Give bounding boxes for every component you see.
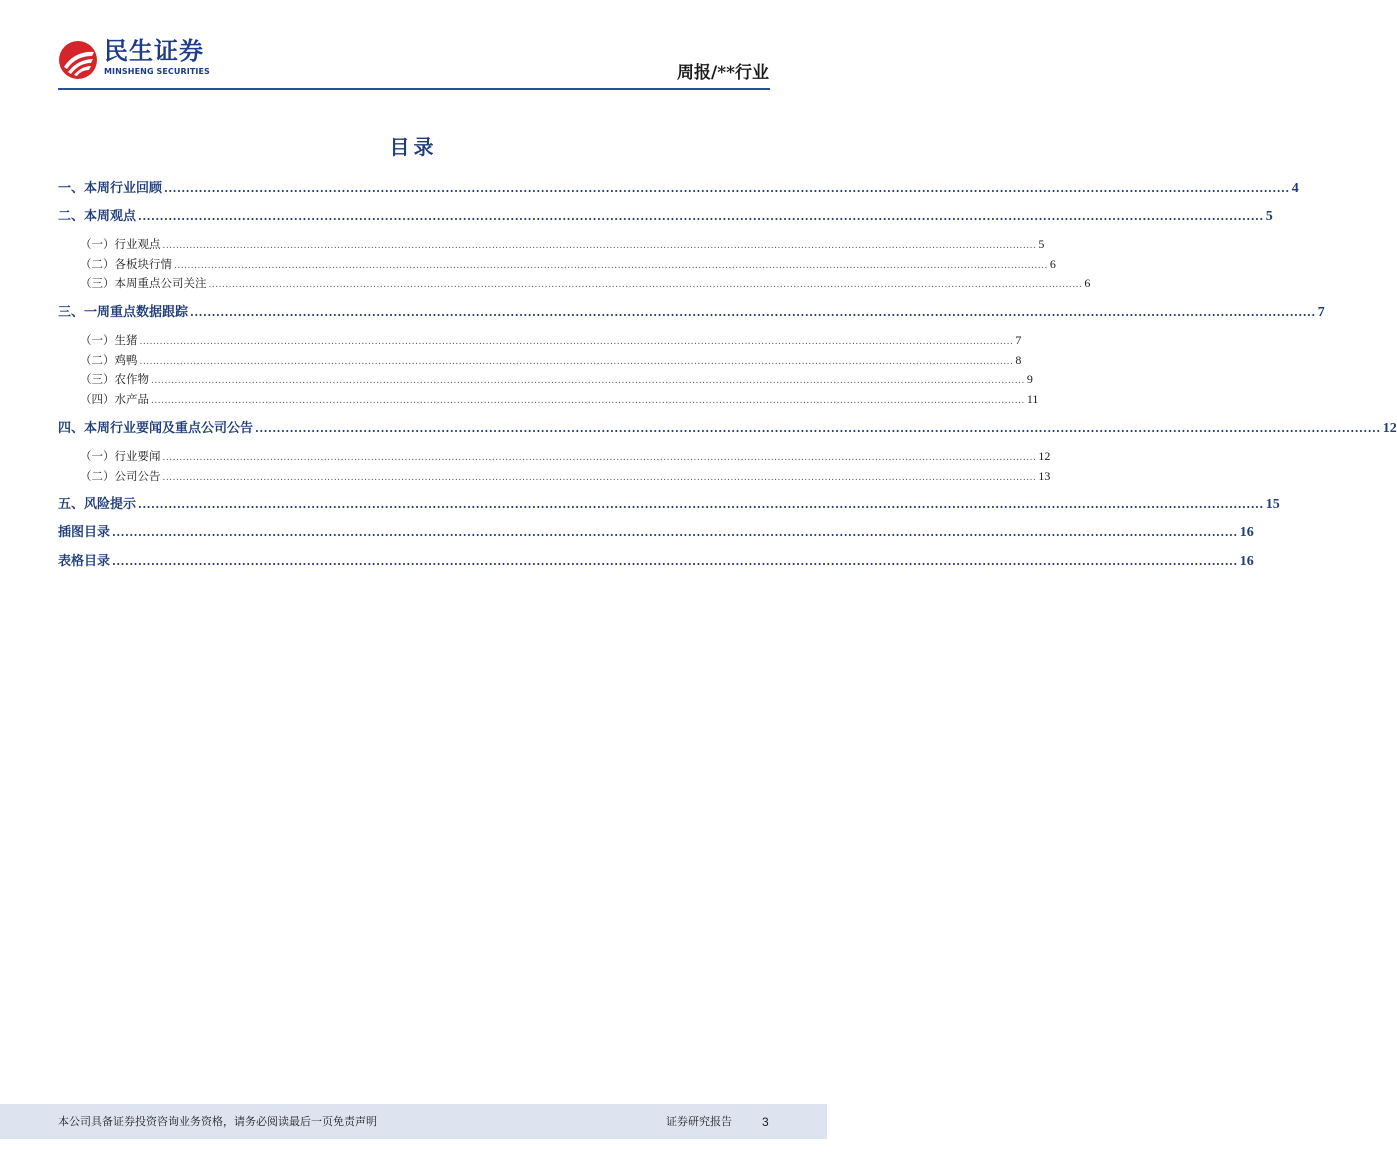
toc-leader-dots: .................................................................................................................................................................................................................................................................... [139,357,1014,367]
toc-entry-label: 二、本周观点 [58,209,137,224]
toc-leader-dots: .................................................................................................................................................................................................................................................................... [139,337,1014,347]
toc-entry-label: （一）生猪 [80,333,138,347]
toc-entry-page: 12 [1038,449,1051,463]
toc-section-entry[interactable] [58,180,1299,198]
toc-entry-page: 11 [1026,392,1039,406]
header-divider [58,88,770,90]
toc-leader-dots: .................................................................................................................................................................................................................................................................... [162,241,1037,251]
toc-entry-label: （三）本周重点公司关注 [80,276,207,290]
toc-entry-page: 13 [1038,469,1051,483]
toc-entry-page: 4 [1291,181,1299,196]
toc-subsection-entry[interactable] [80,236,1045,252]
toc-subsection-entry[interactable] [80,275,1091,291]
toc-title: 目录 [389,135,438,159]
minsheng-logo-icon [58,40,98,80]
toc-section-entry[interactable] [58,420,1397,438]
page-footer [0,1104,827,1139]
toc-entry-label: （一）行业观点 [80,237,161,251]
toc-leader-dots: .................................................................................................................................................................................................................................................................... [112,526,1238,539]
toc-entry-page: 6 [1084,276,1091,290]
toc-entry-label: 四、本周行业要闻及重点公司公告 [58,421,254,436]
toc-subsection-entry[interactable] [80,371,1033,387]
toc-subsection-entry[interactable] [80,352,1022,368]
toc-entry-label: 三、一周重点数据跟踪 [58,305,189,320]
toc-entry-page: 5 [1038,237,1045,251]
toc-entry-page: 12 [1382,421,1397,436]
toc-subsection-entry[interactable] [80,332,1022,348]
toc-subsection-entry[interactable] [80,448,1051,464]
page-header [0,0,827,92]
toc-entry-page: 7 [1317,305,1325,320]
toc-section-entry[interactable] [58,304,1325,322]
footer-report-label: 证券研究报告 [666,1115,732,1128]
toc-leader-dots: .................................................................................................................................................................................................................................................................... [151,396,1025,406]
toc-entry-label: （三）农作物 [80,372,149,386]
logo-text-cn: 民生证券 [104,37,204,65]
toc-leader-dots: .................................................................................................................................................................................................................................................................... [190,306,1316,319]
toc-leader-dots: .................................................................................................................................................................................................................................................................... [162,453,1037,463]
toc-section-entry[interactable] [58,524,1254,542]
toc-entry-label: （二）鸡鸭 [80,353,138,367]
toc-entry-page: 15 [1265,497,1280,512]
page-number: 3 [762,1115,769,1129]
toc-entry-page: 7 [1015,333,1022,347]
toc-leader-dots: .................................................................................................................................................................................................................................................................... [162,473,1037,483]
toc-entry-page: 9 [1026,372,1033,386]
toc-entry-label: （二）公司公告 [80,469,161,483]
toc-section-entry[interactable] [58,553,1254,571]
toc-leader-dots: .................................................................................................................................................................................................................................................................... [138,210,1264,223]
toc-entry-label: （一）行业要闻 [80,449,161,463]
toc-leader-dots: .................................................................................................................................................................................................................................................................... [164,182,1290,195]
toc-entry-page: 6 [1049,257,1056,271]
logo-text-en: MINSHENG SECURITIES [104,67,210,76]
toc-entry-label: 表格目录 [58,554,111,569]
toc-subsection-entry[interactable] [80,468,1051,484]
toc-entry-label: （四）水产品 [80,392,149,406]
toc-section-entry[interactable] [58,496,1280,514]
toc-entry-page: 5 [1265,209,1273,224]
toc-subsection-entry[interactable] [80,391,1039,407]
document-type-label: 周报/**行业 [677,63,769,83]
toc-leader-dots: .................................................................................................................................................................................................................................................................... [138,498,1264,511]
toc-entry-label: （二）各板块行情 [80,257,172,271]
toc-entry-page: 16 [1239,525,1254,540]
toc-entry-label: 一、本周行业回顾 [58,181,163,196]
toc-leader-dots: .................................................................................................................................................................................................................................................................... [255,422,1381,435]
toc-section-entry[interactable] [58,208,1273,226]
toc-entry-label: 插图目录 [58,525,111,540]
toc-leader-dots: .................................................................................................................................................................................................................................................................... [151,376,1025,386]
toc-leader-dots: .................................................................................................................................................................................................................................................................... [208,280,1083,290]
toc-leader-dots: .................................................................................................................................................................................................................................................................... [112,555,1238,568]
toc-leader-dots: .................................................................................................................................................................................................................................................................... [174,261,1048,271]
toc-subsection-entry[interactable] [80,256,1056,272]
footer-disclaimer: 本公司具备证券投资咨询业务资格，请务必阅读最后一页免责声明 [58,1115,377,1128]
toc-entry-page: 8 [1015,353,1022,367]
toc-entry-page: 16 [1239,554,1254,569]
toc-entry-label: 五、风险提示 [58,497,137,512]
